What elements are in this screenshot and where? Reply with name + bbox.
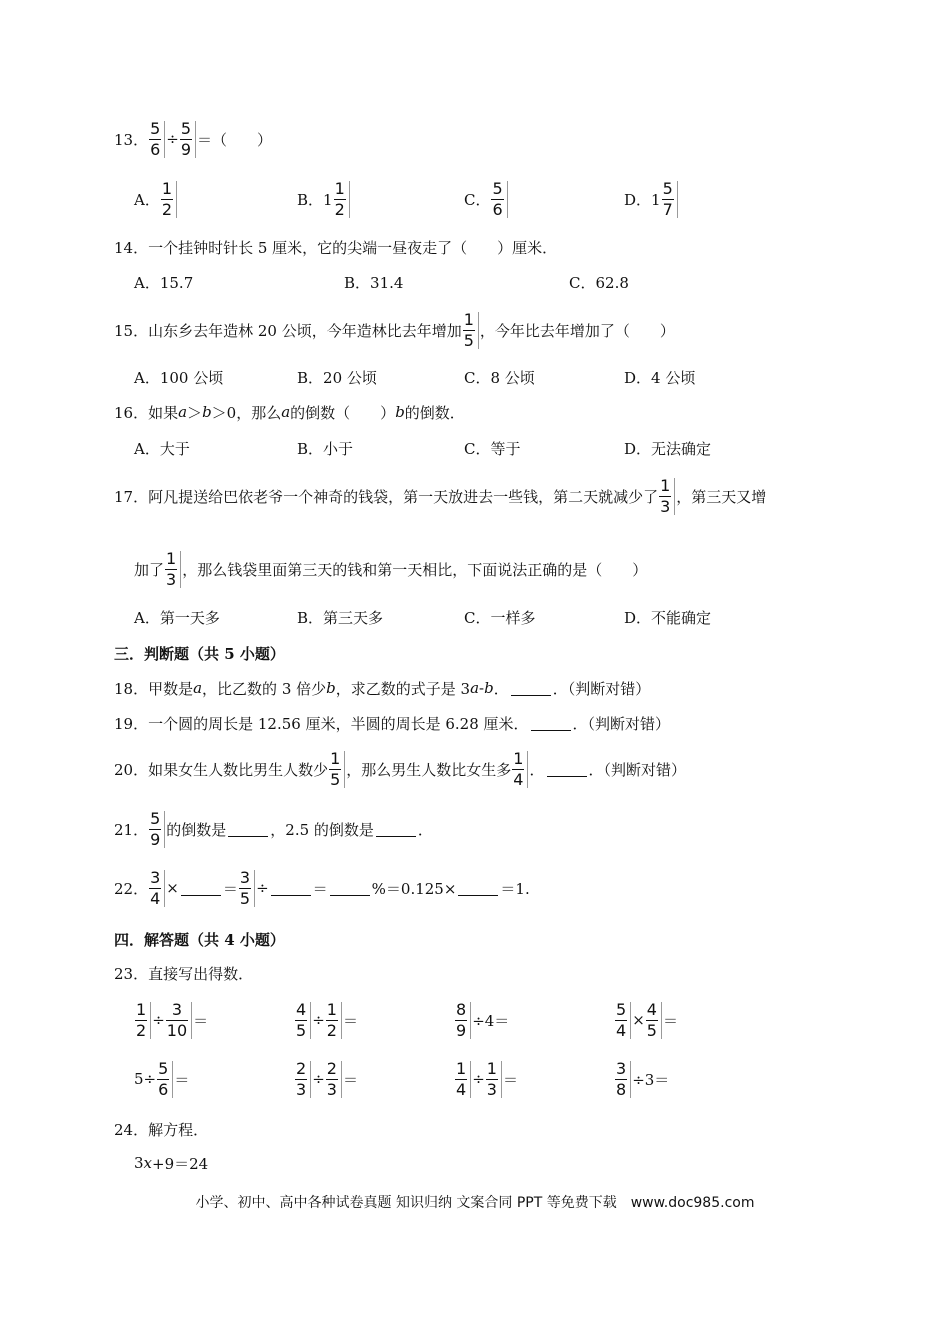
calc-item: 2 3 ÷ 2 3 ＝ xyxy=(296,1058,358,1099)
calc-item: 5 4 × 4 5 ＝ xyxy=(616,999,678,1040)
q16-option-d[interactable]: D．无法确定 xyxy=(624,439,712,458)
question-18: 18．甲数是 a ，比乙数的 3 倍少 b ，求乙数的式子是 3 a - b ． ．（判断对错） xyxy=(114,679,651,698)
calc-item: 4 5 ÷ 1 2 ＝ xyxy=(296,999,358,1040)
q13-option-d[interactable]: D．1 5 7 xyxy=(624,176,679,222)
equation: 3 x +9＝24 xyxy=(134,1154,209,1173)
question-17: 17．阿凡提送给巴依老爷一个神奇的钱袋，第一天放进去一些钱，第二天就减少了 1 3 ，第三天又增 xyxy=(114,475,767,516)
question-16: 16．如果 a ＞ b ＞0，那么 a 的倒数（ ） b 的倒数． xyxy=(114,403,465,422)
fraction: 1 5 xyxy=(463,312,479,349)
answer-blank[interactable] xyxy=(547,762,587,777)
q16-option-c[interactable]: C．等于 xyxy=(464,439,521,458)
q17-option-b[interactable]: B．第三天多 xyxy=(297,608,384,627)
calc-item: 3 8 ÷3＝ xyxy=(616,1058,670,1099)
answer-blank[interactable] xyxy=(271,881,311,896)
answer-blank[interactable] xyxy=(376,822,416,837)
fraction: 3 4 xyxy=(149,870,165,907)
q15-option-d[interactable]: D．4 公顷 xyxy=(624,368,696,387)
q16-option-b[interactable]: B．小于 xyxy=(297,439,354,458)
question-15: 15．山东乡去年造林 20 公顷，今年造林比去年增加 1 5 ，今年比去年增加了（ ） xyxy=(114,309,675,350)
section-heading-4: 四．解答题（共 4 小题） xyxy=(114,930,285,949)
fraction: 1 2 xyxy=(334,181,350,218)
fraction: 1 5 xyxy=(329,751,345,788)
question-20: 20．如果女生人数比男生人数少 1 5 ，那么男生人数比女生多 1 4 ． ．（判断对错） xyxy=(114,748,687,789)
question-17-line2: 加了 1 3 ，那么钱袋里面第三天的钱和第一天相比，下面说法正确的是（ ） xyxy=(134,548,648,589)
answer-blank[interactable] xyxy=(330,881,370,896)
fraction: 1 3 xyxy=(659,478,675,515)
calc-item: 5÷ 5 6 ＝ xyxy=(134,1058,190,1099)
question-19: 19．一个圆的周长是 12.56 厘米，半圆的周长是 6.28 厘米． ．（判断对错） xyxy=(114,714,671,733)
fraction: 5 9 xyxy=(149,811,165,848)
answer-blank[interactable] xyxy=(181,881,221,896)
fraction: 5 6 xyxy=(491,181,507,218)
footer-banner: 小学、初中、高中各种试卷真题 知识归纳 文案合同 PPT 等免费下载 www.doc985.com xyxy=(195,1195,755,1211)
q17-option-d[interactable]: D．不能确定 xyxy=(624,608,712,627)
question-22: 22． 3 4 × ＝ 3 5 ÷ ＝ %＝0.125× ＝1. xyxy=(114,867,530,908)
fraction: 5 7 xyxy=(662,181,678,218)
fraction: 5 9 xyxy=(180,121,196,158)
q13-option-b[interactable]: B．1 1 2 xyxy=(297,176,351,222)
question-14: 14．一个挂钟时针长 5 厘米，它的尖端一昼夜走了（ ）厘米． xyxy=(114,238,558,257)
q14-option-c[interactable]: C．62.8 xyxy=(569,273,629,292)
q13-option-c[interactable]: C． 5 6 xyxy=(464,176,509,222)
q15-option-a[interactable]: A．100 公顷 xyxy=(134,368,224,387)
calc-item: 1 4 ÷ 1 3 ＝ xyxy=(456,1058,518,1099)
fraction: 3 5 xyxy=(239,870,255,907)
answer-blank[interactable] xyxy=(228,822,268,837)
q16-option-a[interactable]: A．大于 xyxy=(134,439,190,458)
calc-item: 1 2 ÷ 3 10 ＝ xyxy=(136,999,209,1040)
section-heading-3: 三．判断题（共 5 小题） xyxy=(114,644,285,663)
fraction: 5 6 xyxy=(149,121,165,158)
q14-option-b[interactable]: B．31.4 xyxy=(344,273,404,292)
q14-option-a[interactable]: A．15.7 xyxy=(134,273,194,292)
q15-option-b[interactable]: B．20 公顷 xyxy=(297,368,377,387)
fraction: 1 2 xyxy=(161,181,177,218)
question-number: 13． xyxy=(114,130,149,149)
question-24: 24．解方程． xyxy=(114,1120,209,1139)
answer-blank[interactable] xyxy=(531,716,571,731)
calc-item: 8 9 ÷4＝ xyxy=(456,999,510,1040)
q17-option-a[interactable]: A．第一天多 xyxy=(134,608,220,627)
q15-option-c[interactable]: C．8 公顷 xyxy=(464,368,535,387)
answer-blank[interactable] xyxy=(458,881,498,896)
fraction: 1 3 xyxy=(165,551,181,588)
fraction: 1 4 xyxy=(512,751,528,788)
question-13: 13． 5 6 ÷ 5 9 ＝（ ） xyxy=(114,118,273,159)
q17-option-c[interactable]: C．一样多 xyxy=(464,608,536,627)
answer-blank[interactable] xyxy=(511,681,551,696)
q13-option-a[interactable]: A． 1 2 xyxy=(134,176,178,222)
question-21: 21． 5 9 的倒数是 ，2.5 的倒数是 ． xyxy=(114,808,433,849)
question-23: 23．直接写出得数． xyxy=(114,964,254,983)
